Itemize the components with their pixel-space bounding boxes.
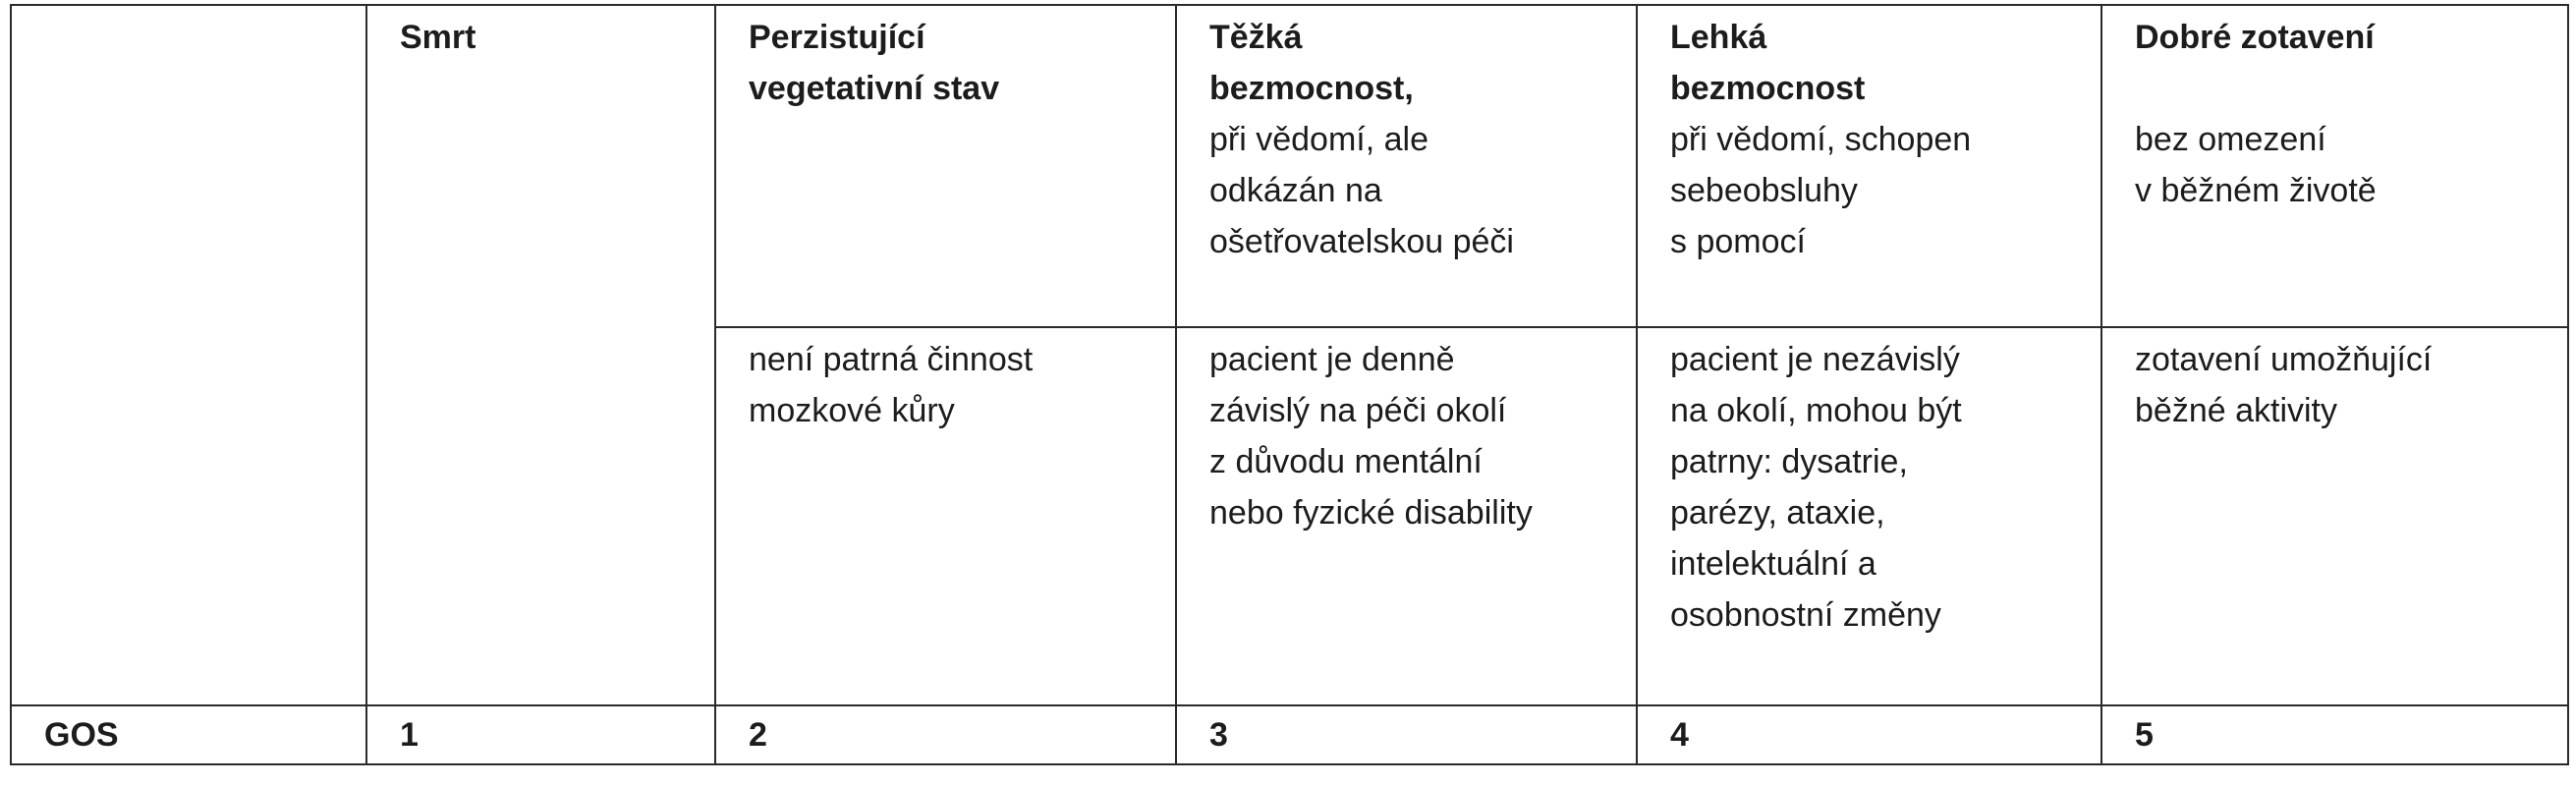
header-severe-title-1: Těžká xyxy=(1209,19,1303,56)
gos-value-2: 2 xyxy=(715,705,1176,764)
header-vegetative xyxy=(715,5,1176,327)
header-good-desc-2: v běžném životě xyxy=(2135,172,2377,209)
gos-value-1: 1 xyxy=(366,705,715,764)
gos-label: GOS xyxy=(11,705,366,764)
header-severe-desc-2: odkázán na xyxy=(1209,172,1382,209)
gos-value-4: 4 xyxy=(1637,705,2101,764)
detail-severe: pacient je denně závislý na péči okolí z důvodu mentální nebo fyzické disability xyxy=(1176,327,1637,705)
detail-vegetative: není patrná činnost mozkové kůry xyxy=(715,327,1176,705)
gos-table xyxy=(10,4,2569,765)
header-mild-title-2: bezmocnost xyxy=(1670,70,1866,107)
header-mild xyxy=(1637,5,2101,327)
header-severe-desc-1: při vědomí, ale xyxy=(1209,121,1428,158)
header-good-desc-1: bez omezení xyxy=(2135,121,2326,158)
header-good-gap xyxy=(2135,63,2567,114)
header-good xyxy=(2101,5,2568,327)
header-smrt: Smrt xyxy=(366,5,715,705)
corner-cell xyxy=(11,5,366,705)
header-mild-desc-2: sebeobsluhy xyxy=(1670,172,1858,209)
header-good-title: Dobré zotavení xyxy=(2135,19,2375,56)
header-mild-desc-1: při vědomí, schopen xyxy=(1670,121,1972,158)
header-row xyxy=(11,5,2568,327)
gos-row xyxy=(11,705,2568,764)
detail-good: zotavení umožňující běžné aktivity xyxy=(2101,327,2568,705)
gos-value-5: 5 xyxy=(2101,705,2568,764)
header-severe-title-2: bezmocnost, xyxy=(1209,70,1414,107)
header-vegetative-line-2: vegetativní stav xyxy=(749,70,1000,107)
header-severe xyxy=(1176,5,1637,327)
detail-mild: pacient je nezávislý na okolí, mohou být patrny: dysatrie, parézy, ataxie, intelektuální a osobnostní změny xyxy=(1637,327,2101,705)
header-vegetative-line-1: Perzistující xyxy=(749,19,925,56)
gos-value-3: 3 xyxy=(1176,705,1637,764)
header-severe-desc-3: ošetřovatelskou péči xyxy=(1209,223,1514,260)
header-mild-desc-3: s pomocí xyxy=(1670,223,1806,260)
header-mild-title-1: Lehká xyxy=(1670,19,1767,56)
